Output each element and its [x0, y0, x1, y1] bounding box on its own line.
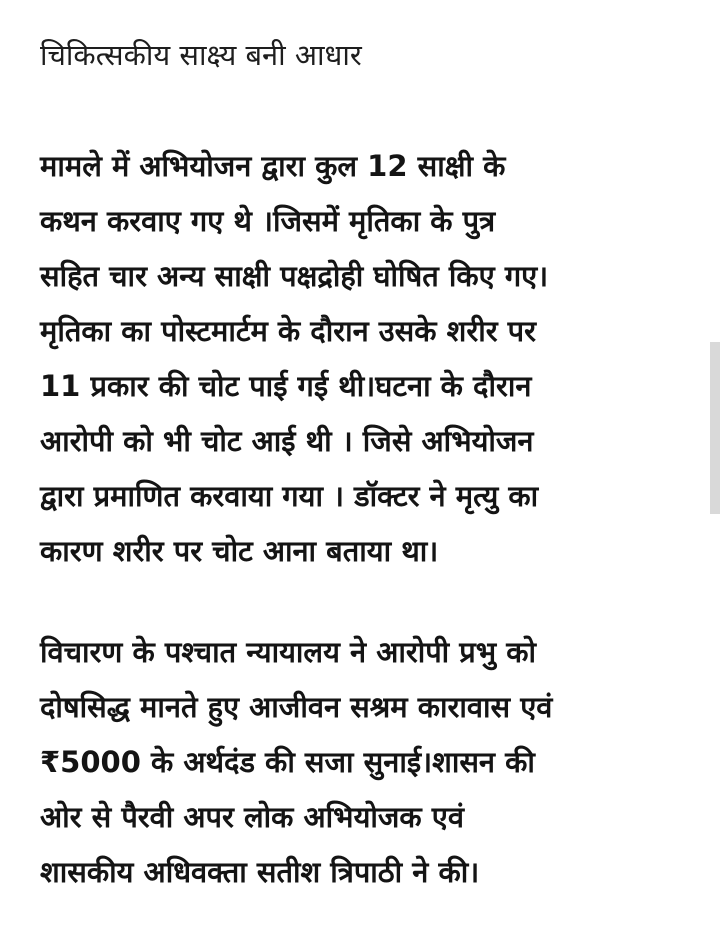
text-line: आरोपी को भी चोट आई थी । जिसे अभियोजन	[40, 424, 534, 458]
text-line: कारण शरीर पर चोट आना बताया था।	[40, 534, 439, 568]
text-line: शासकीय अधिवक्ता सतीश त्रिपाठी ने की।	[40, 855, 480, 889]
text-line: मृतिका का पोस्टमार्टम के दौरान उसके शरीर पर	[40, 314, 537, 348]
article-body	[40, 30, 680, 900]
section-heading: चिकित्सकीय साक्ष्य बनी आधार	[40, 38, 362, 72]
text-line: दोषसिद्ध मानते हुए आजीवन सश्रम कारावास एवं	[40, 690, 553, 724]
text-line: ओर से पैरवी अपर लोक अभियोजक एवं	[40, 800, 464, 834]
text-line: मामले में अभियोजन द्वारा कुल 12 साक्षी के	[40, 149, 506, 183]
text-line: ₹5000 के अर्थदंड की सजा सुनाई।शासन की	[40, 745, 535, 779]
paragraph-prosecution-evidence	[40, 139, 680, 579]
text-line: कथन करवाए गए थे ।जिसमें मृतिका के पुत्र	[40, 204, 496, 238]
text-line: विचारण के पश्चात न्यायालय ने आरोपी प्रभु को	[40, 635, 537, 669]
scrollbar-thumb[interactable]	[710, 342, 720, 514]
paragraph-verdict	[40, 625, 680, 900]
text-line: सहित चार अन्य साक्षी पक्षद्रोही घोषित किए गए।	[40, 259, 549, 293]
text-line: 11 प्रकार की चोट पाई गई थी।घटना के दौरान	[40, 369, 532, 403]
text-line: द्वारा प्रमाणित करवाया गया । डॉक्टर ने मृत्यु का	[40, 479, 539, 513]
